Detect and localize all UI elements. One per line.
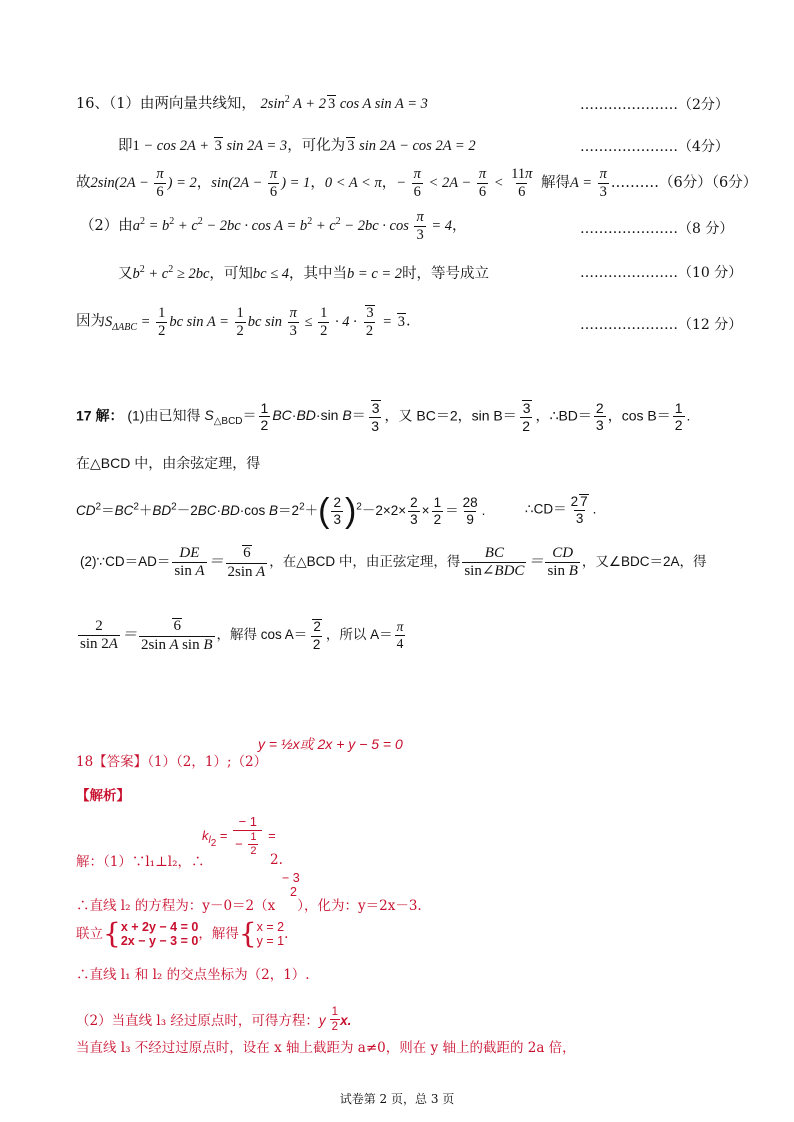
q17-line-3-result: ∴CD＝ $\frac{2 7}{3}$ .: [525, 494, 597, 527]
q16-line-1: 16、（1）由两向量共线知， $2\sin^2$ A + 2 3 cos A sin A = 3: [76, 94, 428, 112]
q17-eq-sine-2: $\frac{BC}{\text{sin∠BDC}}$ ＝ $\frac{CD}{\text{sin B}}$: [464, 544, 578, 580]
q16-line-6: 因为$S_{\Delta ABC}$ = $\frac{1}{2}$ bc sin A = $\frac{1}{2}$ bc sin $\frac{\pi}{3}$ ≤ $\frac{1}{2}$ · 4 · $\frac{3}{2}$ = 3.: [76, 304, 411, 340]
q16-line-4: （2）由$a^2 = b^2 + c^2 - 2bc \cdot \cos A = b^2 + c^2 - 2bc \cdot \cos$ $\frac{\pi}{3}$ = 4，: [80, 209, 467, 244]
q16-eq-3b: sin(2A − $\frac{\pi}{6}$ ) = 1: [211, 166, 311, 201]
q16-eq-3a: 2sin(2A − $\frac{\pi}{6}$ ) = 2: [90, 166, 197, 201]
q16-line-3: 故2sin(2A − $\frac{\pi}{6}$ ) = 2，sin(2A − $\frac{\pi}{6}$ ) = 1，0 < A < π，− $\frac{\pi}{6}$ < 2A − $\frac{\pi}{6}$ < $\frac{11\pi}{6}$ 解得A = $\frac{\pi}{3}$ .………（6分）（6分）: [76, 166, 758, 201]
q18-analysis-label: 【解析】: [76, 788, 130, 804]
q17-eq-sine-1: $\frac{DE}{\text{sin A}}$ ＝ $\frac{6}{\text{2sin A}}$: [174, 544, 266, 580]
q16-eq-2b: 3 sin 2A − cos 2A = 2: [347, 138, 476, 154]
q16-score-8: …………………（8 分）: [580, 221, 734, 237]
q18-sol-1-val: 2.: [270, 852, 283, 868]
q18-part2-frac: $\frac{1}{2}$: [331, 1006, 339, 1034]
q16-score-12: …………………（12 分）: [580, 317, 743, 333]
q17-frac-bd: $\frac{2}{3}$: [595, 399, 604, 434]
q16-line-5: 又$b^2 + c^2 \ge 2bc$，可知bc ≤ 4，其中当b = c = 2时，等号成立: [118, 264, 490, 282]
q18-line-eq-frac: − 3 2: [282, 871, 300, 899]
q17-frac-a: $\frac{\pi}{4}$: [396, 618, 404, 652]
q17-line-5: $\frac{2}{\sin 2A}$ ＝ $\frac{6}{\text{2sin A sin B}}$ ，解得 cos A＝ $\frac{2}{2}$ ，所以 A＝ $\frac{\pi}{4}$: [76, 618, 407, 654]
q17-frac-cd: $\frac{2 7}{3}$: [570, 494, 588, 527]
q18-intersect: ∴直线 l₁ 和 l₂ 的交点坐标为（2，1）.: [76, 967, 310, 983]
q16-eq-1: $2\sin^2$ A + 2 3 cos A sin A = 3: [260, 94, 428, 112]
q18-sol-1: 解：（1）∵l₁⊥l₂，∴: [76, 854, 205, 870]
q18-slope-expr: $k_{l_2}$ = − 1 − $\frac{1}{2}$ =: [202, 814, 276, 858]
q18-line-eq: ∴直线 l₂ 的方程为：y－0＝2（x ），化为：y＝2x－3.: [76, 898, 422, 914]
q16-eq-4: $a^2 = b^2 + c^2 - 2bc \cdot \cos A = b^2 + c^2 - 2bc \cdot \cos$ $\frac{\pi}{3}$ = 4: [132, 209, 453, 244]
q17-line-2: 在△BCD 中，由余弦定理，得: [76, 455, 261, 471]
q16-score-4: …………………（4分）: [580, 139, 729, 155]
q16-eq-3e: A = $\frac{\pi}{3}$: [570, 166, 607, 201]
q18-part2: （2）当直线 l₃ 经过原点时，可得方程：y $\frac{1}{2}$ x.: [76, 1006, 352, 1034]
q16-eq-3d: − $\frac{\pi}{6}$ < 2A − $\frac{\pi}{6}$ < $\frac{11\pi}{6}$: [396, 166, 533, 201]
q17-eq-area: $S_{\triangle BCD}=$ $\frac{1}{2}$ BC·BD·sin B＝ $\frac{3}{3}$: [204, 399, 380, 434]
q16-eq-5a: $b^2 + c^2 \ge 2bc$: [132, 264, 210, 282]
q17-eq-sine-3: $\frac{2}{\sin 2A}$ ＝ $\frac{6}{\text{2sin A sin B}}$: [80, 617, 213, 653]
q18-answer: 18【答案】（1）（2，1）;（2）: [76, 754, 268, 770]
q17-frac-sinb: $\frac{3}{2}$: [522, 400, 531, 434]
q16-eq-5c: b = c = 2: [347, 266, 403, 282]
q16-line-2: 即1 − cos 2A + 3 sin 2A = 3，可化为 3 sin 2A − cos 2A = 2: [118, 138, 476, 154]
q17-frac-cosa: $\frac{2}{2}$: [312, 619, 321, 652]
q17-line-4: (2)∵CD＝AD＝ $\frac{DE}{\text{sin A}}$ ＝ $\frac{6}{\text{2sin A}}$ ，在△BCD 中，由正弦定理，得 $\frac{BC}{\text{sin∠BDC}}$ ＝ $\frac{CD}{\text{sin B}}$ ，又∠BDC＝2A，得: [80, 544, 707, 580]
q17-eq-cosine: $CD^2=BC^2+BD^2-2BC\cdot BD\cdot\cos$ $B=2^2+$( $\frac{2}{3}$ )$^2$－2×2× $\frac{2}{3}$ × $\frac{1}{2}$ ＝ $\frac{28}{9}$ .: [76, 492, 486, 530]
q16-eq-6: $S_{\Delta ABC}$ = $\frac{1}{2}$ bc sin A = $\frac{1}{2}$ bc sin $\frac{\pi}{3}$ ≤ $\frac{1}{2}$ · 4 · $\frac{3}{2}$ = 3: [105, 304, 405, 340]
q18-answer-formula: y = ½x或 2x + y − 5 = 0: [258, 736, 403, 752]
q17-line-3: [76, 492, 485, 531]
page-footer: 试卷第 2 页，总 3 页: [339, 1092, 455, 1106]
q18-joint-result: x = 2 y = 1: [256, 920, 285, 949]
q17-frac-cosb: $\frac{1}{2}$: [674, 399, 683, 434]
q18-joint-system: x + 2y − 4 = 0 2x − y − 3 = 0: [120, 920, 199, 949]
q16-score-2: …………………（2分）: [580, 97, 729, 113]
q16-score-10: …………………（10 分）: [580, 265, 743, 281]
q18-part2-last: 当直线 l₃ 不经过过原点时，设在 x 轴上截距为 a≠0，则在 y 轴上的截距的 2a 倍，: [76, 1040, 576, 1056]
q16-eq-3c: 0 < A < π: [324, 175, 382, 192]
q16-eq-2a: 1 − cos 2A + 3 sin 2A = 3: [132, 138, 288, 154]
q17-line-1: 17 解： (1)由已知得 $S_{\triangle BCD}=$ $\frac{1}{2}$ BC·BD·sin B＝ $\frac{3}{3}$ ，又 BC＝2，sin B＝ $\frac{3}{2}$ ，∴BD＝ $\frac{2}{3}$ ，cos B＝ $\frac{1}{2}$ .: [76, 399, 691, 434]
q16-eq-5b: bc ≤ 4: [252, 266, 290, 282]
q18-joint: 联立{ x + 2y − 4 = 0 2x − y − 3 = 0 ，解得{ x = 2 y = 1 .: [76, 917, 289, 951]
